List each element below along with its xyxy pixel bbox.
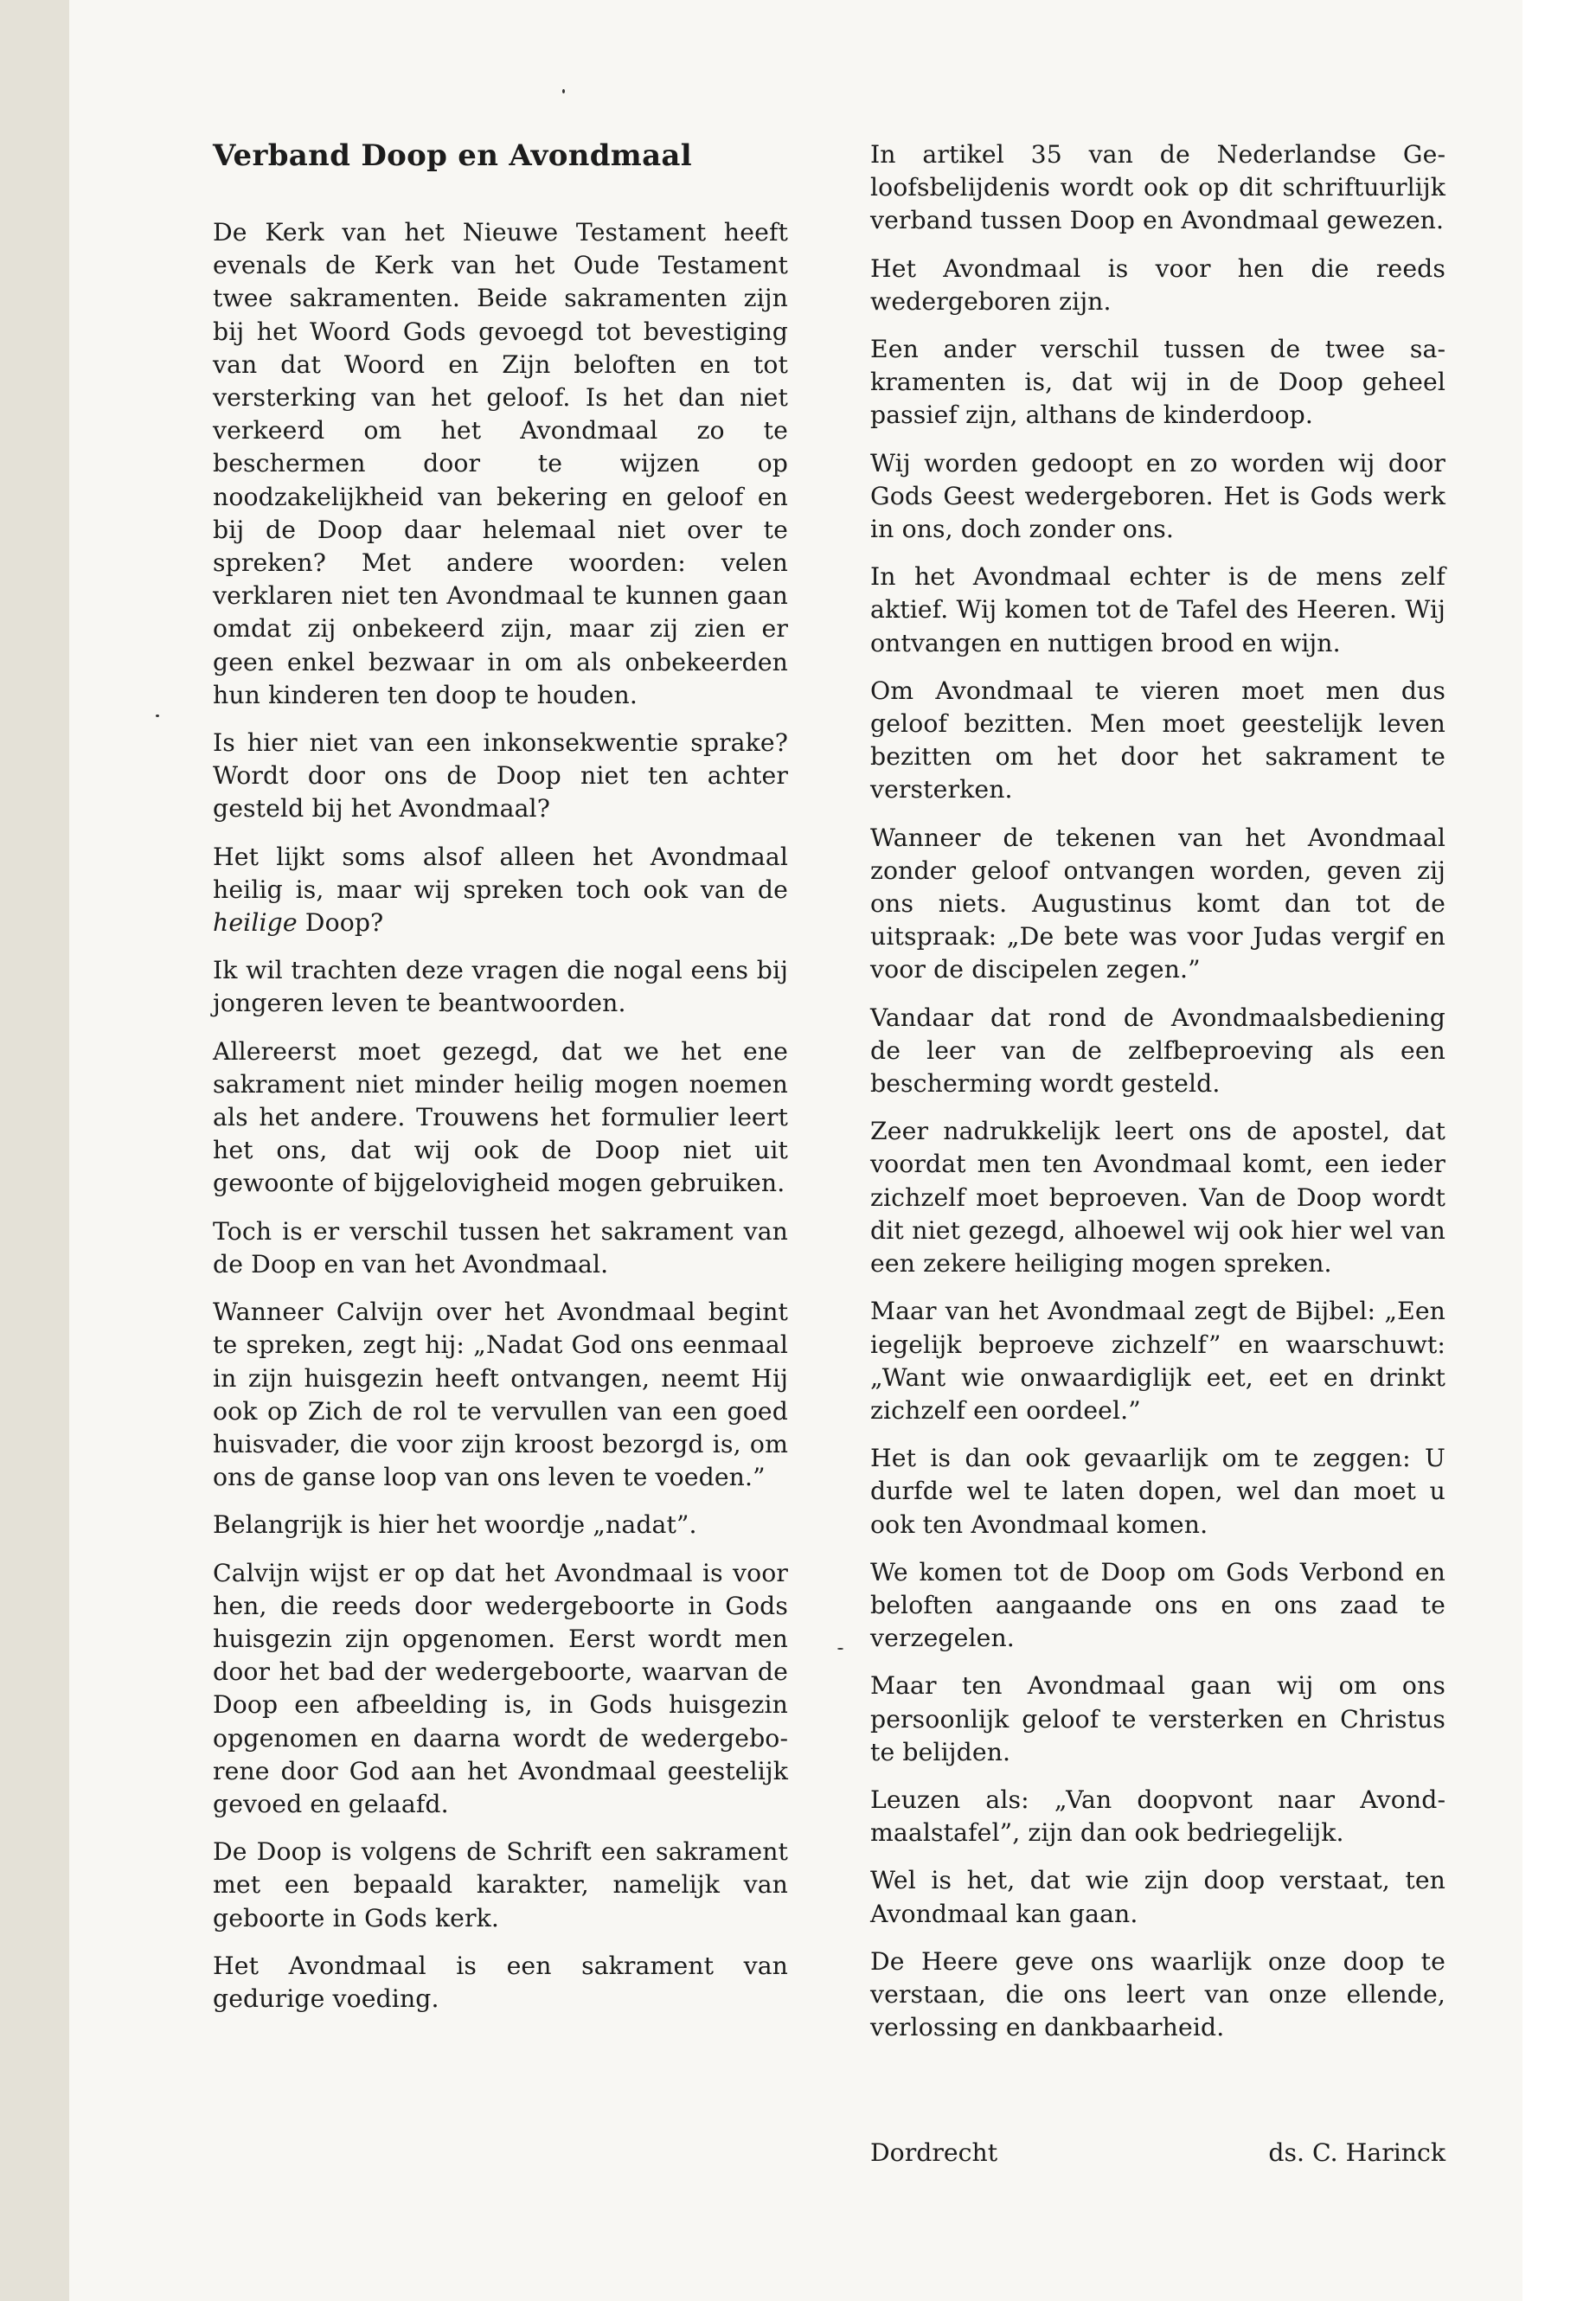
paragraph: Wij worden gedoopt en zo worden wij door Gods Geest wedergeboren. Het is Gods werk in ons, doch zonder ons. [870, 448, 1445, 544]
paragraph: Het Avondmaal is een sakrament van gedurige voeding. [213, 1951, 788, 2013]
scan-speck [562, 89, 565, 93]
scan-speck [837, 1648, 843, 1650]
scan-speck [156, 715, 159, 717]
paragraph: Het is dan ook gevaarlijk om te zeggen: U durfde wel te laten dopen, wel dan moet u ook ten Avondmaal komen. [870, 1444, 1445, 1539]
paragraph: Calvijn wijst er op dat het Avondmaal is voor hen, die reeds door wedergeboorte in Gods huisgezin zijn opgenomen. Eerst wordt men door het bad der wedergeboorte, waarvan de Doop een afbeelding is, in Gods huisgezin opgenomen en daarna wordt de wedergeborene door God aan het Avondmaal geestelijk gevoed en gelaafd. [213, 1558, 788, 1818]
paragraph: Leuzen als: „Van doopvont naar Avondmaalstafel”, zijn dan ook bedriegelijk. [870, 1785, 1445, 1848]
paragraph: De Doop is volgens de Schrift een sakrament met een bepaald karakter, namelijk van geboorte in Gods kerk. [213, 1837, 788, 1932]
page-right-margin [1522, 0, 1596, 2301]
page-left-shadow [0, 0, 69, 2301]
paragraph: Is hier niet van een inkonsekwentie sprake? Wordt door ons de Doop niet ten achter gesteld bij het Avondmaal? [213, 728, 788, 824]
place-name: Dordrecht [870, 2138, 998, 2167]
paragraph: Om Avondmaal te vieren moet men dus geloof bezitten. Men moet geestelijk leven bezitten om het door het sakrament te versterken. [870, 676, 1445, 804]
italic-word: heilige [213, 908, 298, 938]
signature-line [870, 2137, 1445, 2170]
article-title: Verband Doop en Avondmaal [213, 138, 692, 173]
paragraph: In het Avondmaal echter is de mens zelf aktief. Wij komen tot de Tafel des Heeren. Wij ontvangen en nuttigen brood en wijn. [870, 562, 1445, 657]
paragraph: De Heere geve ons waarlijk onze doop te verstaan, die ons leert van onze ellende, verlossing en dankbaarheid. [870, 1946, 1445, 2042]
paragraph: Belangrijk is hier het woordje „nadat”. [213, 1510, 697, 1540]
paragraph: Wanneer Calvijn over het Avondmaal begint te spreken, zegt hij: „Nadat God ons eenmaal in zijn huisgezin heeft ontvangen, neemt Hij ook op Zich de rol te vervullen van een goed huisvader, die voor zijn kroost bezorgd is, om ons de ganse loop van ons leven te voeden.” [213, 1298, 788, 1492]
paragraph-tail: Doop? [297, 908, 384, 938]
left-column [213, 138, 788, 2030]
paragraph: Maar ten Avondmaal gaan wij om ons persoonlijk geloof te versterken en Christus te belijden. [870, 1671, 1445, 1766]
right-column [870, 138, 1445, 2059]
paragraph: We komen tot de Doop om Gods Verbond en beloften aangaande ons en ons zaad te verzegelen. [870, 1557, 1445, 1653]
paragraph: Wanneer de tekenen van het Avondmaal zonder geloof ontvangen worden, geven zij ons niets. Augustinus komt dan tot de uitspraak: „De bete was voor Judas vergif en voor de discipelen zegen.” [870, 823, 1445, 984]
paragraph: De Kerk van het Nieuwe Testament heeft evenals de Kerk van het Oude Testament twee sakramenten. Beide sakramenten zijn bij het Woord Gods gevoegd tot bevestiging van dat Woord en Zijn beloften en tot versterking van het geloof. Is het dan niet verkeerd om het Avondmaal zo te beschermen door te wijzen op noodzakelijkheid van bekering en geloof en bij de Doop daar helemaal niet over te spreken? Met andere woorden: velen verklaren niet ten Avondmaal te kunnen gaan omdat zij onbekeerd zijn, maar zij zien er geen enkel bezwaar in om als onbekeerden hun kinderen ten doop te houden. [213, 218, 788, 709]
paragraph: Toch is er verschil tussen het sakrament van de Doop en van het Avondmaal. [213, 1216, 788, 1279]
paragraph: Vandaar dat rond de Avondmaalsbediening de leer van de zelfbeproeving als een bescherming wordt gesteld. [870, 1003, 1445, 1099]
paragraph: Zeer nadrukkelijk leert ons de apostel, dat voordat men ten Avondmaal komt, een ieder zichzelf moet beproeven. Van de Doop wordt dit niet gezegd, alhoewel wij ook hier wel van een zekere heiliging mogen spreken. [870, 1117, 1445, 1279]
paragraph: Maar van het Avondmaal zegt de Bijbel: „Een iegelijk beproeve zichzelf” en waarschuwt: „Want wie onwaardiglijk eet, eet en drinkt zichzelf een oordeel.” [870, 1297, 1445, 1425]
author-name: ds. C. Harinck [1268, 2138, 1445, 2167]
paragraph: Het Avondmaal is voor hen die reeds wedergeboren zijn. [870, 253, 1445, 316]
paragraph: Wel is het, dat wie zijn doop verstaat, ten Avondmaal kan gaan. [870, 1866, 1445, 1928]
paragraph-heilige [213, 841, 788, 940]
paragraph-text: Het lijkt soms alsof alleen het Avondmaal heilig is, maar wij spreken toch ook van de [213, 842, 788, 904]
paragraph: Allereerst moet gezegd, dat we het ene sakrament niet minder heilig mogen noemen als het andere. Trouwens het formulier leert het ons, dat wij ook de Doop niet uit gewoonte of bijgelovigheid mogen gebruiken. [213, 1036, 788, 1198]
paragraph: Een ander verschil tussen de twee sakramenten is, dat wij in de Doop geheel passief zijn, althans de kinderdoop. [870, 335, 1445, 430]
paragraph: Ik wil trachten deze vragen die nogal eens bij jongeren leven te beantwoorden. [213, 956, 788, 1018]
paragraph: In artikel 35 van de Nederlandse Geloofsbelijdenis wordt ook op dit schriftuurlijk verband tussen Doop en Avondmaal gewezen. [870, 140, 1445, 235]
